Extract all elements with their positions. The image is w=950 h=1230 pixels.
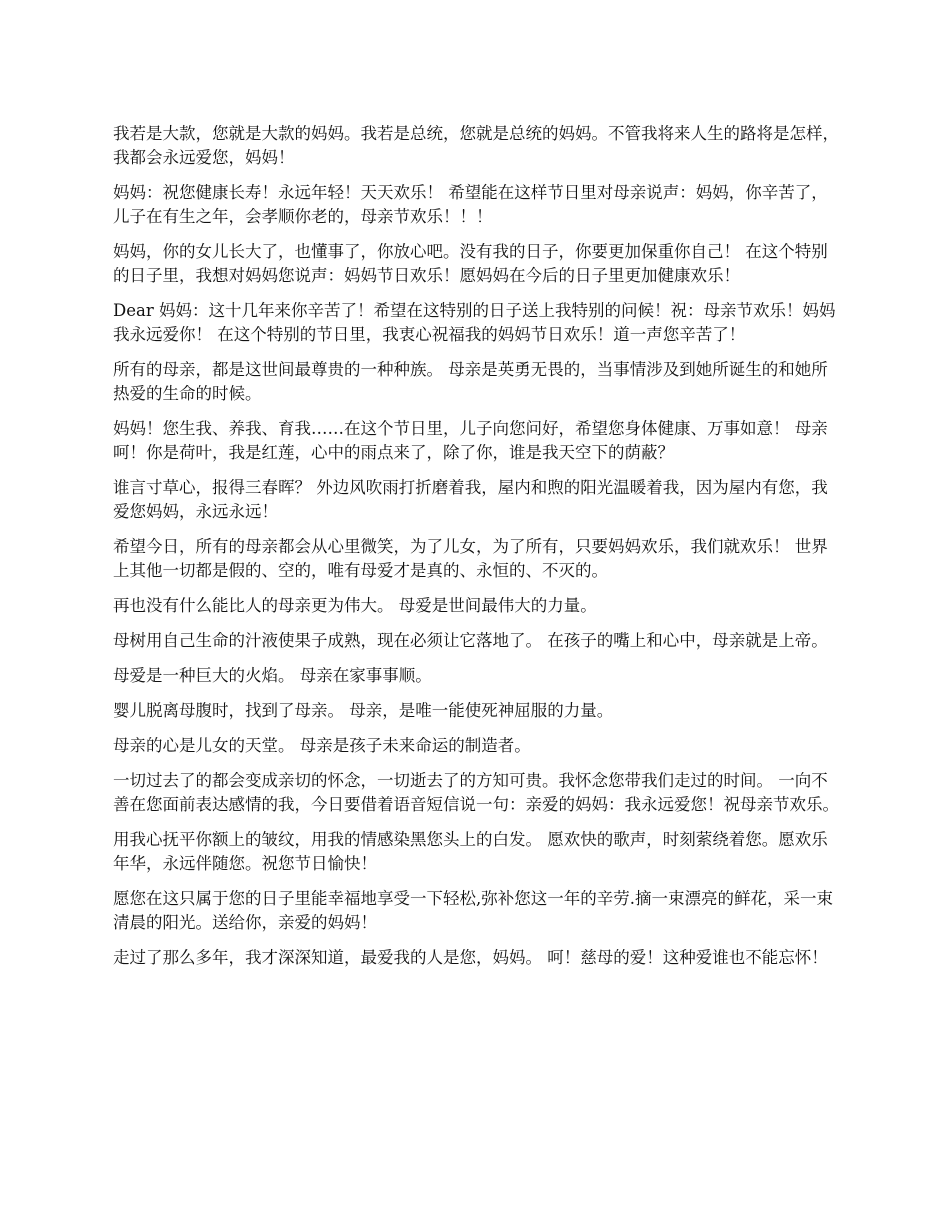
paragraph: 再也没有什么能比人的母亲更为伟大。 母爱是世间最伟大的力量。 (113, 596, 597, 615)
paragraph: 一切过去了的都会变成亲切的怀念，一切逝去了的方知可贵。我怀念您带我们走过的时间。 一向不善在您面前表达感情的我，今日要借着语音短信说一句：亲爱的妈妈：我永远爱您！祝母亲节欢乐。 (113, 771, 839, 814)
paragraph: 母树用自己生命的汁液使果子成熟，现在必须让它落地了。 在孩子的嘴上和心中，母亲就是上帝。 (113, 631, 828, 650)
paragraph: 谁言寸草心，报得三春晖？ 外边风吹雨打折磨着我，屋内和煦的阳光温暖着我，因为屋内有您，我爱您妈妈，永远永远！ (113, 478, 828, 521)
paragraph: 愿您在这只属于您的日子里能幸福地享受一下轻松,弥补您这一年的辛劳.摘一束漂亮的鲜花，采一束清晨的阳光。送给你，亲爱的妈妈！ (113, 889, 833, 932)
paragraph: 希望今日，所有的母亲都会从心里微笑，为了儿女，为了所有，只要妈妈欢乐，我们就欢乐！ 世界上其他一切都是假的、空的，唯有母爱才是真的、永恒的、不灭的。 (113, 537, 828, 580)
paragraph: 妈妈：祝您健康长寿！永远年轻！天天欢乐！ 希望能在这样节日里对母亲说声：妈妈，你辛苦了，儿子在有生之年，会孝顺你老的，母亲节欢乐！！！ (113, 183, 828, 226)
paragraph: 走过了那么多年，我才深深知道，最爱我的人是您，妈妈。 呵！慈母的爱！这种爱谁也不能忘怀！ (113, 948, 828, 967)
paragraph: 婴儿脱离母腹时，找到了母亲。 母亲，是唯一能使死神屈服的力量。 (113, 701, 614, 720)
paragraph: 母爱是一种巨大的火焰。 母亲在家事事顺。 (113, 666, 432, 685)
paragraph: 妈妈！您生我、养我、育我……在这个节日里，儿子向您问好，希望您身体健康、万事如意！ 母亲呵！你是荷叶，我是红莲，心中的雨点来了，除了你，谁是我天空下的荫蔽？ (113, 419, 828, 462)
paragraph: 母亲的心是儿女的天堂。 母亲是孩子未来命运的制造者。 (113, 736, 531, 755)
paragraph: 妈妈，你的女儿长大了，也懂事了，你放心吧。没有我的日子，你要更加保重你自己！ 在这个特别的日子里，我想对妈妈您说声：妈妈节日欢乐！愿妈妈在今后的日子里更加健康欢乐！ (113, 242, 828, 285)
paragraph: 所有的母亲，都是这世间最尊贵的一种种族。 母亲是英勇无畏的，当事情涉及到她所诞生的和她所热爱的生命的时候。 (113, 360, 828, 403)
paragraph: 我若是大款，您就是大款的妈妈。我若是总统，您就是总统的妈妈。不管我将来人生的路将是怎样，我都会永远爱您，妈妈！ (113, 124, 839, 167)
document-body (113, 122, 843, 981)
paragraph: 用我心抚平你额上的皱纹，用我的情感染黑您头上的白发。 愿欢快的歌声，时刻萦绕着您。愿欢乐年华，永远伴随您。祝您节日愉快！ (113, 830, 828, 873)
paragraph: Dear 妈妈：这十几年来你辛苦了！希望在这特别的日子送上我特别的问候！祝：母亲节欢乐！妈妈我永远爱你！ 在这个特别的节日里，我衷心祝福我的妈妈节日欢乐！道一声您辛苦了！ (113, 301, 836, 344)
